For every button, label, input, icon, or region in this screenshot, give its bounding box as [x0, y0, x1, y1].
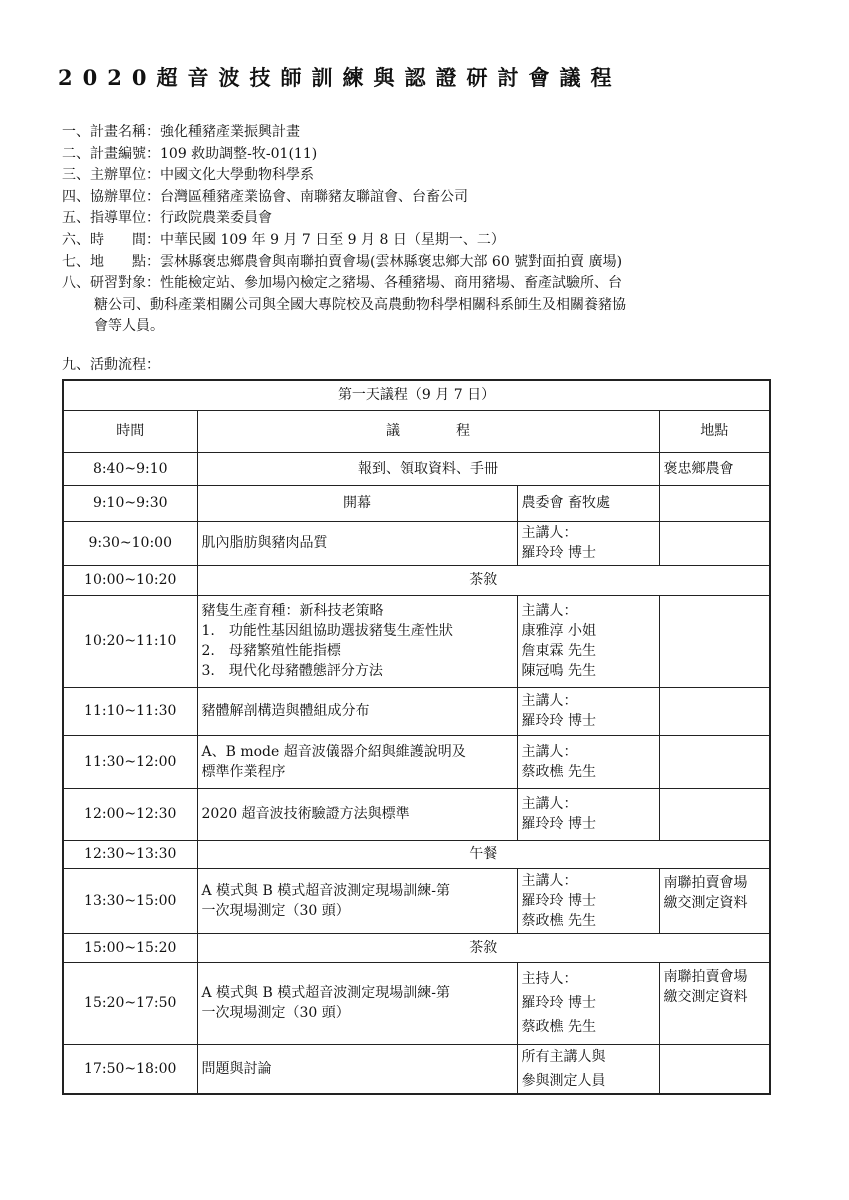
- place-cell: [659, 735, 770, 788]
- day-header: 第一天議程（9 月 7 日）: [63, 380, 770, 410]
- speaker-cell: [517, 521, 659, 565]
- topic-line: 豬隻生產育種：新科技老策略: [201, 603, 384, 619]
- time-cell: 11:30~12:00: [63, 735, 197, 788]
- place-line: 南聯拍賣會場: [663, 968, 748, 985]
- place-line: 繳交測定資料: [663, 988, 748, 1005]
- topic-cell: 2020 超音波技術驗證方法與標準: [197, 788, 517, 840]
- speaker-cell: [517, 595, 659, 687]
- info-line-continued: 會等人員。: [94, 318, 164, 335]
- info-line: 八、研習對象：性能檢定站、參加場內檢定之豬場、各種豬場、商用豬場、畜產試驗所、台: [62, 275, 622, 292]
- place-cell: 褒忠鄉農會: [659, 452, 770, 485]
- speaker-line: 所有主講人與: [521, 1048, 606, 1065]
- info-line: 一、計畫名稱：強化種豬產業振興計畫: [62, 124, 300, 140]
- break-cell: 茶敘: [197, 565, 770, 595]
- topic-cell: [197, 868, 517, 933]
- break-cell: 午餐: [197, 840, 770, 868]
- speaker-cell: [517, 1044, 659, 1094]
- speaker-role: 主講人：: [521, 525, 578, 541]
- table-row: [63, 565, 770, 595]
- table-row: [63, 521, 770, 565]
- topic-cell: [197, 962, 517, 1044]
- place-cell: [659, 788, 770, 840]
- table-row: [63, 452, 770, 485]
- time-cell: 8:40~9:10: [63, 452, 197, 485]
- speaker-role: 主持人：: [521, 971, 578, 987]
- speaker-name: 蔡政樵 先生: [521, 912, 596, 929]
- schedule-label: 九、活動流程：: [62, 357, 160, 373]
- topic-cell: 問題與討論: [197, 1044, 517, 1094]
- speaker-name: 詹東霖 先生: [521, 643, 596, 659]
- col-header-agenda: 議 程: [197, 410, 659, 452]
- speaker-name: 蔡政樵 先生: [521, 1019, 596, 1035]
- table-row: [63, 868, 770, 933]
- table-row: [63, 840, 770, 868]
- speaker-role: 主講人：: [521, 872, 578, 889]
- topic-cell: 豬體解剖構造與體組成分布: [197, 687, 517, 735]
- topic-line: 1. 功能性基因組協助選拔豬隻生產性狀: [201, 623, 453, 639]
- speaker-role: 主講人：: [521, 693, 578, 709]
- agenda-table: [62, 379, 771, 1095]
- time-cell: 11:10~11:30: [63, 687, 197, 735]
- page-title: 2020超音波技師訓練與認證研討會議程: [58, 65, 622, 90]
- place-cell: [659, 521, 770, 565]
- time-cell: 15:20~17:50: [63, 962, 197, 1044]
- speaker-line: 參與測定人員: [521, 1072, 606, 1089]
- speaker-name: 康雅淳 小姐: [521, 623, 596, 639]
- topic-line: 一次現場測定（30 頭）: [201, 1005, 350, 1021]
- topic-line: 2. 母豬繁殖性能指標: [201, 643, 341, 659]
- speaker-role: 主講人：: [521, 796, 578, 812]
- speaker-name: 羅玲玲 博士: [521, 816, 596, 832]
- time-cell: 10:20~11:10: [63, 595, 197, 687]
- info-line-continued: 糖公司、動科產業相關公司與全國大專院校及高農動物科學相關科系師生及相關養豬協: [94, 296, 626, 313]
- topic-line: A、B mode 超音波儀器介紹與維護說明及: [201, 743, 466, 760]
- speaker-cell: [517, 735, 659, 788]
- info-line: 六、時 間：中華民國 109 年 9 月 7 日至 9 月 8 日（星期一、二）: [62, 231, 505, 248]
- topic-line: 3. 現代化母豬體態評分方法: [201, 663, 383, 679]
- speaker-name: 蔡政樵 先生: [521, 763, 596, 780]
- topic-cell: [197, 595, 517, 687]
- topic-line: A 模式與 B 模式超音波測定現場訓練-第: [201, 985, 450, 1001]
- speaker-name: 羅玲玲 博士: [521, 545, 596, 561]
- table-row: [63, 1044, 770, 1094]
- time-cell: 13:30~15:00: [63, 868, 197, 933]
- topic-line: 一次現場測定（30 頭）: [201, 902, 350, 919]
- time-cell: 17:50~18:00: [63, 1044, 197, 1094]
- time-cell: 9:30~10:00: [63, 521, 197, 565]
- time-cell: 10:00~10:20: [63, 565, 197, 595]
- table-row: [63, 788, 770, 840]
- place-cell: [659, 485, 770, 521]
- place-cell: [659, 1044, 770, 1094]
- table-row: [63, 735, 770, 788]
- time-cell: 9:10~9:30: [63, 485, 197, 521]
- time-cell: 12:00~12:30: [63, 788, 197, 840]
- time-cell: 15:00~15:20: [63, 933, 197, 962]
- info-line: 四、協辦單位：台灣區種豬產業協會、南聯豬友聯誼會、台畜公司: [62, 188, 468, 205]
- topic-cell: 開幕: [197, 485, 517, 521]
- place-cell: [659, 687, 770, 735]
- speaker-name: 陳冠鳴 先生: [521, 663, 596, 679]
- info-line: 二、計畫編號：109 救助調整-牧-01(11): [62, 145, 318, 162]
- topic-cell: 報到、領取資料、手冊: [197, 452, 659, 485]
- info-line: 五、指導單位：行政院農業委員會: [62, 210, 272, 227]
- table-row: [63, 595, 770, 687]
- place-line: 繳交測定資料: [663, 894, 748, 911]
- project-info: [62, 122, 792, 338]
- col-header-place: 地點: [659, 410, 770, 452]
- time-cell: 12:30~13:30: [63, 840, 197, 868]
- topic-cell: 肌內脂肪與豬肉品質: [197, 521, 517, 565]
- speaker-name: 羅玲玲 博士: [521, 995, 596, 1011]
- place-cell: [659, 595, 770, 687]
- place-cell: [659, 962, 770, 1044]
- speaker-name: 羅玲玲 博士: [521, 713, 596, 729]
- speaker-name: 羅玲玲 博士: [521, 892, 596, 909]
- col-header-time: 時間: [63, 410, 197, 452]
- place-line: 南聯拍賣會場: [663, 874, 748, 891]
- speaker-role: 主講人：: [521, 603, 578, 619]
- info-line: 三、主辦單位：中國文化大學動物科學系: [62, 167, 314, 184]
- table-row: [63, 687, 770, 735]
- topic-line: A 模式與 B 模式超音波測定現場訓練-第: [201, 882, 450, 899]
- speaker-cell: [517, 687, 659, 735]
- table-row: [63, 933, 770, 962]
- topic-line: 標準作業程序: [201, 763, 286, 780]
- speaker-cell: 農委會 畜牧處: [517, 485, 659, 521]
- speaker-cell: [517, 962, 659, 1044]
- break-cell: 茶敘: [197, 933, 770, 962]
- speaker-cell: [517, 788, 659, 840]
- info-line: 七、地 點：雲林縣褒忠鄉農會與南聯拍賣會場(雲林縣褒忠鄉大部 60 號對面拍賣 廣場): [62, 253, 623, 270]
- speaker-cell: [517, 868, 659, 933]
- place-cell: [659, 868, 770, 933]
- table-row: [63, 485, 770, 521]
- speaker-role: 主講人：: [521, 743, 578, 760]
- topic-cell: [197, 735, 517, 788]
- table-row: [63, 962, 770, 1044]
